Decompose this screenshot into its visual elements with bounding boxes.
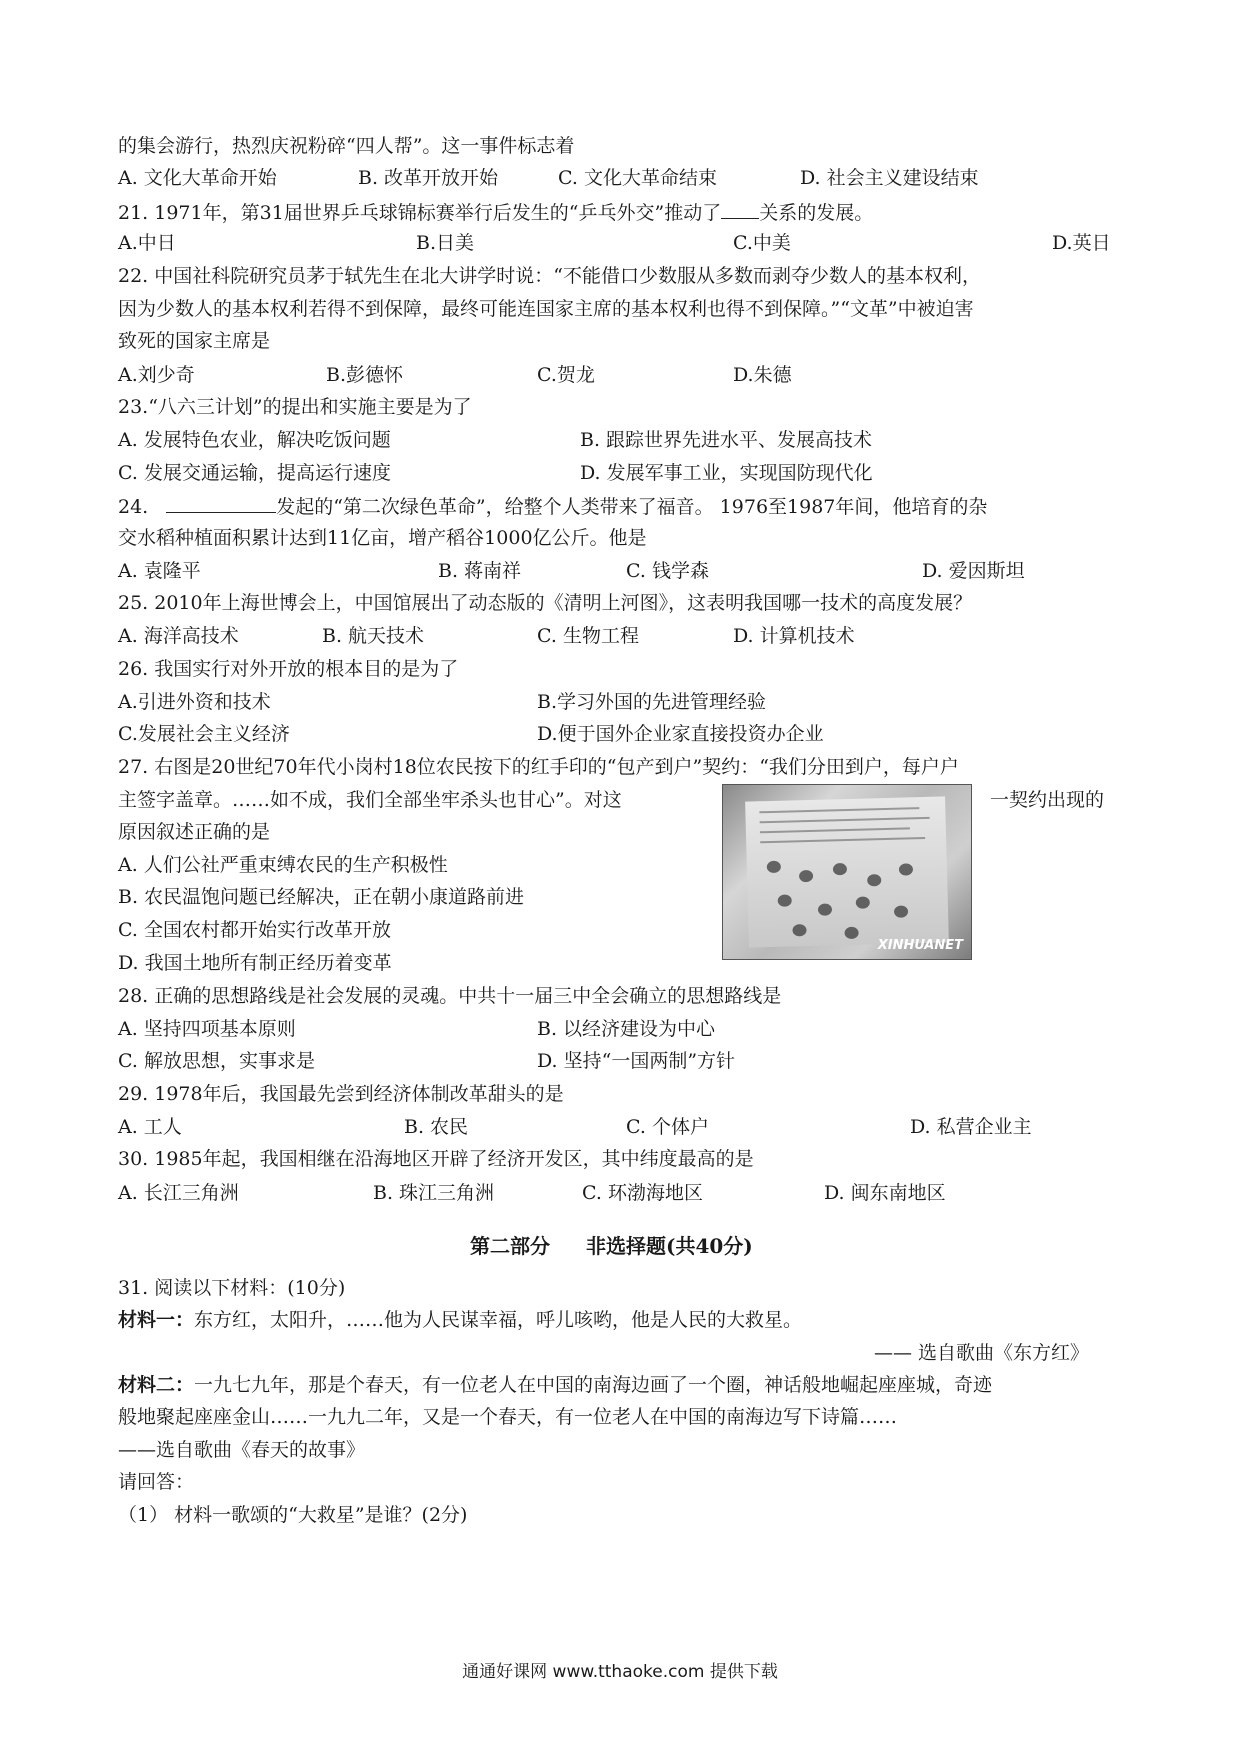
- q27-stem-line2-tail: 一契约出现的: [990, 789, 1105, 811]
- q26-option-c: C.发展社会主义经济: [118, 723, 290, 745]
- q25-option-d: D. 计算机技术: [733, 625, 855, 647]
- q26-option-b: B.学习外国的先进管理经验: [537, 691, 767, 713]
- contract-paper: [745, 796, 949, 947]
- page-footer: 通通好课网 www.tthaoke.com 提供下载: [462, 1662, 778, 1682]
- q27-stem-line3: 原因叙述正确的是: [118, 821, 271, 843]
- q28-option-a: A. 坚持四项基本原则: [118, 1018, 296, 1040]
- q20-option-a: A. 文化大革命开始: [118, 167, 277, 189]
- q30-stem: 30. 1985年起，我国相继在沿海地区开辟了经济开发区，其中纬度最高的是: [118, 1148, 754, 1170]
- photo-watermark: XINHUANET: [877, 938, 963, 953]
- q29-option-b: B. 农民: [404, 1116, 469, 1138]
- q28-stem: 28. 正确的思想路线是社会发展的灵魂。中共十一届三中全会确立的思想路线是: [118, 985, 782, 1007]
- q24-stem-text: 发起的“第二次绿色革命”，给整个人类带来了福音。 1976至1987年间，他培育的杂: [276, 496, 988, 518]
- q25-option-b: B. 航天技术: [322, 625, 425, 647]
- q21-option-c: C.中美: [733, 232, 791, 254]
- q27-option-b: B. 农民温饱问题已经解决，正在朝小康道路前进: [118, 886, 525, 908]
- material-2-source: ——选自歌曲《春天的故事》: [118, 1439, 366, 1461]
- q20-stem-tail: 的集会游行，热烈庆祝粉碎“四人帮”。这一事件标志着: [118, 135, 575, 157]
- material-1-source: —— 选自歌曲《东方红》: [874, 1342, 1090, 1364]
- q21-option-a: A.中日: [118, 232, 176, 254]
- q22-option-a: A.刘少奇: [118, 364, 195, 386]
- q26-option-a: A.引进外资和技术: [118, 691, 271, 713]
- q30-option-b: B. 珠江三角洲: [373, 1182, 495, 1204]
- answer-prompt: 请回答：: [118, 1471, 195, 1493]
- q29-option-c: C. 个体户: [626, 1116, 709, 1138]
- material-2-text: 一九七九年，那是个春天，有一位老人在中国的南海边画了一个圈，神话般地崛起座座城，奇迹: [194, 1374, 993, 1396]
- q23-option-c: C. 发展交通运输，提高运行速度: [118, 462, 391, 484]
- q21-stem-tail: 关系的发展。: [759, 202, 874, 224]
- q27-option-a: A. 人们公社严重束缚农民的生产积极性: [118, 854, 448, 876]
- q30-option-c: C. 环渤海地区: [582, 1182, 703, 1204]
- part2-title-a: 第二部分: [470, 1234, 550, 1258]
- material-2: [118, 1372, 992, 1398]
- q24-option-c: C. 钱学森: [626, 560, 709, 582]
- q24-stem-line2: 交水稻种植面积累计达到11亿亩，增产稻谷1000亿公斤。他是: [118, 527, 647, 549]
- q22-stem-line2: 因为少数人的基本权利若得不到保障，最终可能连国家主席的基本权利也得不到保障。”“文革”中被迫害: [118, 298, 974, 320]
- q24-number: 24.: [118, 496, 149, 518]
- q24-option-d: D. 爱因斯坦: [922, 560, 1025, 582]
- material-2-label: 材料二：: [118, 1374, 195, 1396]
- q24-option-b: B. 蒋南祥: [438, 560, 522, 582]
- q30-option-d: D. 闽东南地区: [824, 1182, 946, 1204]
- q21-option-d: D.英日: [1052, 232, 1111, 254]
- material-1-label: 材料一：: [118, 1309, 195, 1331]
- material-1-text: 东方红，太阳升，……他为人民谋幸福，呼儿咳哟，他是人民的大救星。: [194, 1309, 803, 1331]
- q21-stem: [118, 198, 873, 226]
- q22-stem-line1: 22. 中国社科院研究员茅于轼先生在北大讲学时说：“不能借口少数服从多数而剥夺少数人的基本权利，: [118, 265, 981, 287]
- q25-option-a: A. 海洋高技术: [118, 625, 239, 647]
- q23-stem: 23.“八六三计划”的提出和实施主要是为了: [118, 396, 472, 418]
- q31-stem: 31. 阅读以下材料：(10分): [118, 1277, 346, 1299]
- q22-option-b: B.彭德怀: [326, 364, 404, 386]
- q21-answer-blank: [721, 198, 759, 219]
- q22-option-d: D.朱德: [733, 364, 792, 386]
- q26-option-d: D.便于国外企业家直接投资办企业: [537, 723, 824, 745]
- material-1: [118, 1307, 802, 1333]
- q23-option-d: D. 发展军事工业，实现国防现代化: [580, 462, 873, 484]
- q25-option-c: C. 生物工程: [537, 625, 639, 647]
- q28-option-d: D. 坚持“一国两制”方针: [537, 1050, 736, 1072]
- q27-option-c: C. 全国农村都开始实行改革开放: [118, 919, 391, 941]
- part2-heading: [470, 1232, 753, 1260]
- q27-option-d: D. 我国土地所有制正经历着变革: [118, 952, 392, 974]
- q23-option-a: A. 发展特色农业，解决吃饭问题: [118, 429, 391, 451]
- q21-option-b: B.日美: [416, 232, 475, 254]
- q23-option-b: B. 跟踪世界先进水平、发展高技术: [580, 429, 873, 451]
- q25-stem: 25. 2010年上海世博会上，中国馆展出了动态版的《清明上河图》，这表明我国哪一技术的高度发展？: [118, 592, 973, 614]
- q29-stem: 29. 1978年后，我国最先尝到经济体制改革甜头的是: [118, 1083, 564, 1105]
- q28-option-c: C. 解放思想，实事求是: [118, 1050, 315, 1072]
- q21-stem-text: 21. 1971年，第31届世界乒乓球锦标赛举行后发生的“乒乓外交”推动了: [118, 202, 722, 224]
- q30-option-a: A. 长江三角洲: [118, 1182, 239, 1204]
- q22-option-c: C.贺龙: [537, 364, 595, 386]
- q27-stem-line1: 27. 右图是20世纪70年代小岗村18位农民按下的红手印的“包产到户”契约：“我们分田到户，每户户: [118, 756, 959, 778]
- q31-sub1: （1） 材料一歌颂的“大救星”是谁？(2分): [118, 1504, 468, 1526]
- q24-answer-blank: [166, 492, 276, 513]
- q29-option-d: D. 私营企业主: [910, 1116, 1032, 1138]
- q20-option-c: C. 文化大革命结束: [558, 167, 717, 189]
- contract-photo: [722, 784, 972, 960]
- q20-option-b: B. 改革开放开始: [358, 167, 499, 189]
- q22-stem-line3: 致死的国家主席是: [118, 330, 271, 352]
- q20-option-d: D. 社会主义建设结束: [800, 167, 979, 189]
- q24-stem-line1: [118, 492, 987, 520]
- q28-option-b: B. 以经济建设为中心: [537, 1018, 716, 1040]
- material-2-line2: 般地聚起座座金山……一九九二年，又是一个春天，有一位老人在中国的南海边写下诗篇……: [118, 1406, 898, 1428]
- q24-option-a: A. 袁隆平: [118, 560, 201, 582]
- q29-option-a: A. 工人: [118, 1116, 182, 1138]
- q26-stem: 26. 我国实行对外开放的根本目的是为了: [118, 658, 459, 680]
- q27-stem-line2: 主签字盖章。……如不成，我们全部坐牢杀头也甘心”。对这: [118, 789, 622, 811]
- part2-title-b: 非选择题(共40分): [586, 1234, 753, 1258]
